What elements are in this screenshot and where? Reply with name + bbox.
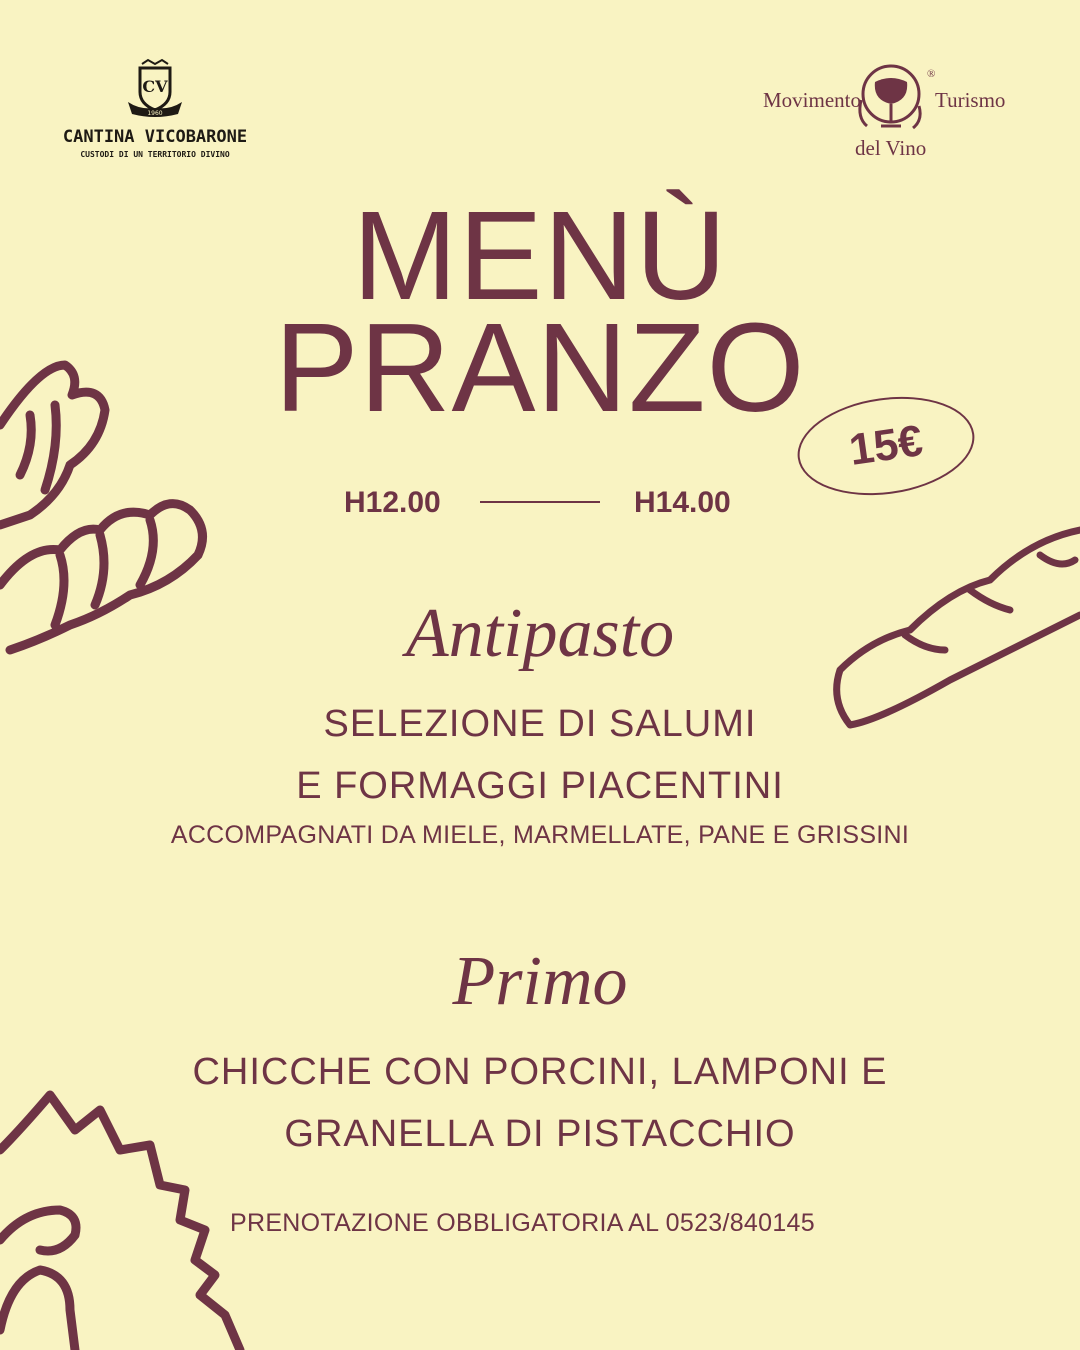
menu-title	[0, 185, 1080, 438]
crest-monogram: CV	[142, 77, 168, 96]
booking-note: PRENOTAZIONE OBBLIGATORIA AL 0523/840145	[230, 1209, 815, 1237]
title-line-menu: MENÙ	[352, 185, 728, 326]
logo-word-turismo: Turismo	[935, 88, 1006, 112]
course-heading-antipasto: Antipasto	[405, 595, 675, 672]
logo-word-del-vino: del Vino	[855, 136, 927, 160]
antipasto-line-1: SELEZIONE DI SALUMI	[323, 703, 757, 745]
winery-tagline: CUSTODI DI UN TERRITORIO DIVINO	[80, 150, 230, 159]
primo-line-1: CHICCHE CON PORCINI, LAMPONI E	[192, 1051, 888, 1093]
title-line-pranzo: PRANZO	[274, 297, 806, 438]
time-end: H14.00	[634, 486, 731, 519]
registered-mark: ®	[927, 68, 936, 80]
wine-glass-logo-icon	[853, 60, 936, 134]
movimento-turismo-vino-logo	[755, 60, 1025, 165]
course-heading-primo: Primo	[452, 943, 628, 1020]
logo-word-movimento: Movimento	[763, 88, 861, 112]
antipasto-note: ACCOMPAGNATI DA MIELE, MARMELLATE, PANE E GRISSINI	[170, 821, 910, 849]
cantina-crest-icon	[120, 58, 190, 120]
crest-year: 1960	[147, 110, 163, 117]
primo-line-2: GRANELLA DI PISTACCHIO	[284, 1113, 796, 1155]
cantina-vicobarone-logo	[60, 58, 250, 170]
time-divider	[480, 501, 600, 503]
price-value: 15€	[846, 416, 926, 475]
winery-name: CANTINA VICOBARONE	[62, 127, 248, 147]
antipasto-line-2: E FORMAGGI PIACENTINI	[296, 765, 784, 807]
time-start: H12.00	[344, 486, 441, 519]
